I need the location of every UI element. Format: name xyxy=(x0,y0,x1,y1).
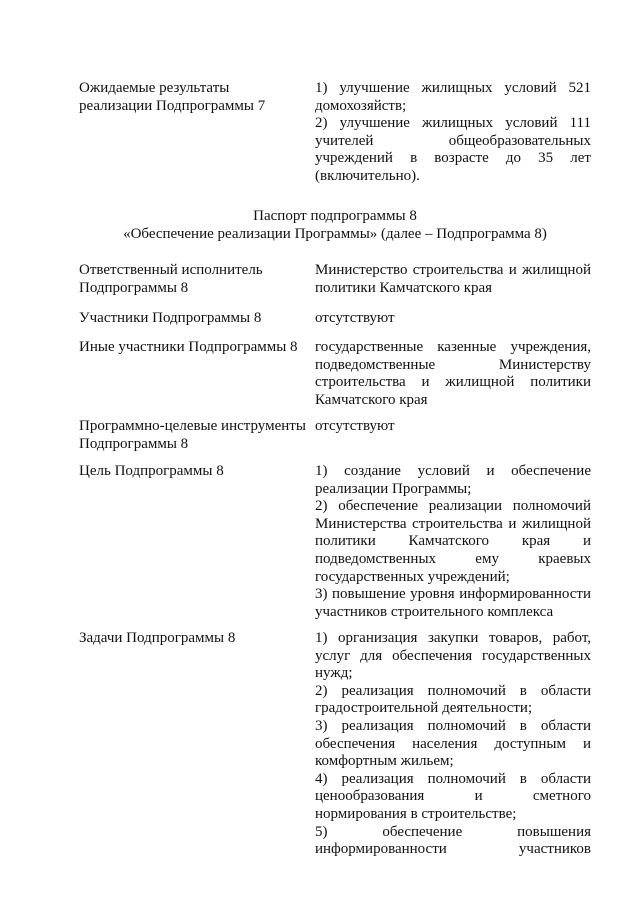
value-line: Министерство строительства и жилищной xyxy=(315,262,591,278)
executor-value xyxy=(315,262,591,297)
other-participants-label xyxy=(79,339,309,357)
value-line: 5) обеспечение повышения xyxy=(315,823,591,840)
value-line: учителей общеобразовательных xyxy=(315,132,591,149)
instruments-value xyxy=(315,418,591,436)
tasks-label xyxy=(79,630,309,648)
value-line: (включительно). xyxy=(315,167,420,184)
value-line: 2) обеспечение реализации полномочий xyxy=(315,498,591,515)
value-line: услуг для обеспечения государственных xyxy=(315,647,591,664)
value-line: Министерства строительства и жилищной xyxy=(315,515,591,532)
instruments-label-line: Программно-целевые инструменты xyxy=(79,418,306,434)
value-line: градостроительной деятельности; xyxy=(315,700,533,717)
tasks-label-line: Задачи Подпрограммы 8 xyxy=(79,630,236,646)
executor-label-line: Подпрограммы 8 xyxy=(79,279,189,296)
value-line: государственные казенные учреждения, xyxy=(315,339,591,355)
value-line: отсутствуют xyxy=(315,310,395,326)
other-participants-value xyxy=(315,339,591,409)
passport-title-line1: Паспорт подпрограммы 8 xyxy=(253,208,417,224)
value-line: 3) реализация полномочий в области xyxy=(315,717,591,734)
goal-label xyxy=(79,463,309,481)
value-line: 1) организация закупки товаров, работ, xyxy=(315,630,591,646)
executor-label xyxy=(79,262,309,297)
value-line: комфортным жильем; xyxy=(315,753,454,770)
value-line: домохозяйств; xyxy=(315,97,407,114)
results-label-line: Ожидаемые результаты xyxy=(79,80,230,96)
results-label-line: реализации Подпрограммы 7 xyxy=(79,97,266,114)
value-line: 1) улучшение жилищных условий 521 xyxy=(315,80,591,96)
passport-title-line2: «Обеспечение реализации Программы» (далее – Подпрограмма 8) xyxy=(123,225,547,242)
value-line: 2) улучшение жилищных условий 111 xyxy=(315,115,591,132)
results-label xyxy=(79,80,309,115)
value-line: строительства и жилищной политики xyxy=(315,374,591,391)
value-line: 4) реализация полномочий в области xyxy=(315,770,591,787)
instruments-label-line: Подпрограммы 8 xyxy=(79,435,189,452)
value-line: участников строительного комплекса xyxy=(315,603,554,620)
results-value xyxy=(315,80,591,186)
executor-label-line: Ответственный исполнитель xyxy=(79,262,263,278)
value-line: 1) создание условий и обеспечение xyxy=(315,463,591,479)
value-line: обеспечения населения доступным и xyxy=(315,735,591,752)
goal-label-line: Цель Подпрограммы 8 xyxy=(79,463,224,479)
value-line: реализации Программы; xyxy=(315,480,472,497)
value-line: политики Камчатского края xyxy=(315,279,493,296)
value-line: отсутствуют xyxy=(315,418,395,434)
value-line: подведомственные Министерству xyxy=(315,356,591,373)
value-line: подведомственных ему краевых xyxy=(315,550,591,567)
value-line: ценообразования и сметного xyxy=(315,788,591,805)
value-line: 2) реализация полномочий в области xyxy=(315,682,591,699)
instruments-label xyxy=(79,418,309,453)
value-line: нужд; xyxy=(315,665,353,682)
value-line: 3) повышение уровня информированности xyxy=(315,586,591,603)
goal-value xyxy=(315,463,591,621)
other-participants-label-line: Иные участники Подпрограммы 8 xyxy=(79,339,298,355)
value-line: учреждений в возрасте до 35 лет xyxy=(315,150,591,167)
value-line: государственных учреждений; xyxy=(315,568,510,585)
participants-label xyxy=(79,310,309,328)
value-line: Камчатского края xyxy=(315,391,428,408)
participants-value xyxy=(315,310,591,328)
tasks-value xyxy=(315,630,591,859)
value-line: информированности участников xyxy=(315,841,591,858)
passport-title xyxy=(79,208,591,243)
value-line: политики Камчатского края и xyxy=(315,533,591,550)
participants-label-line: Участники Подпрограммы 8 xyxy=(79,310,262,326)
value-line: нормирования в строительстве; xyxy=(315,805,517,822)
